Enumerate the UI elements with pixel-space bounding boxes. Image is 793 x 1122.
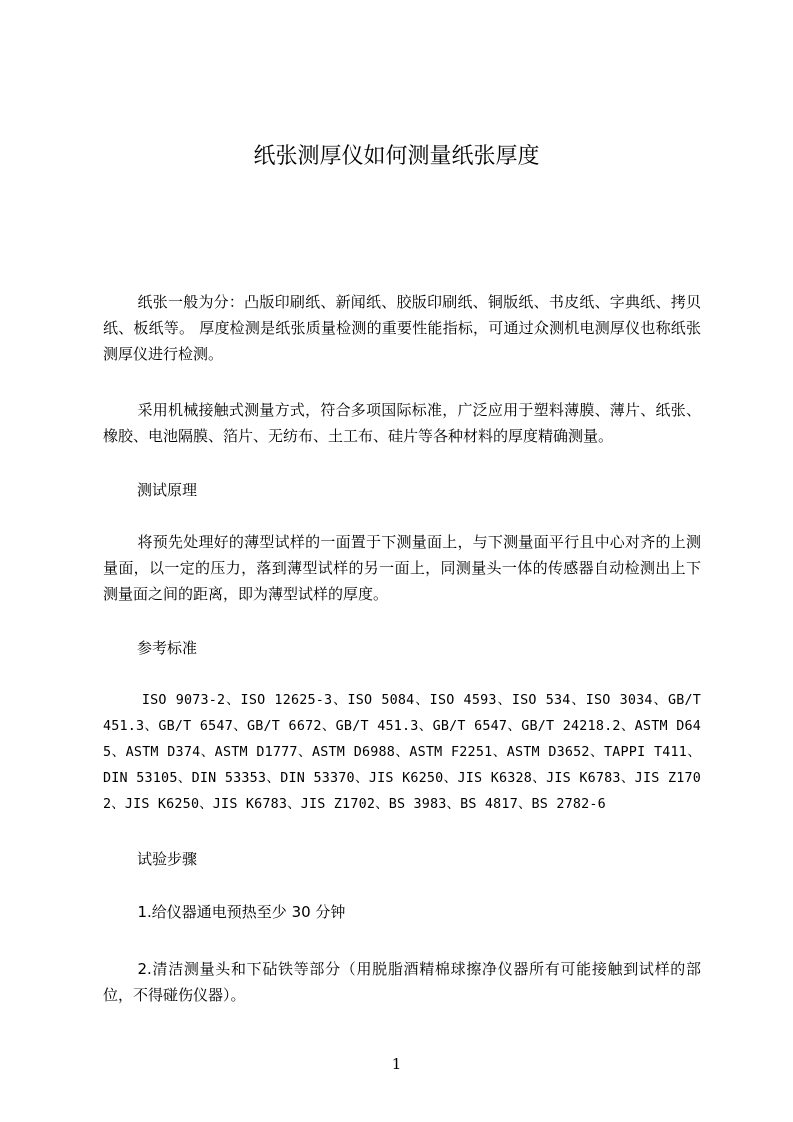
- document-title: 纸张测厚仪如何测量纸张厚度: [253, 144, 540, 169]
- standards-heading: 参考标准: [137, 639, 198, 657]
- method-paragraph: 采用机械接触式测量方式，符合多项国际标准，广泛应用于塑料薄膜、薄片、纸张、橡胶、电池隔膜、箔片、无纺布、土工布、硅片等各种材料的厚度精确测量。: [103, 401, 701, 445]
- page-number: 1: [391, 1055, 402, 1073]
- principle-heading: 测试原理: [137, 481, 198, 499]
- step-2: 2.清洁测量头和下砧铁等部分（用脱脂酒精棉球擦净仪器所有可能接触到试样的部位，不得碰伤仪器）。: [103, 960, 701, 1004]
- steps-heading: 试验步骤: [137, 850, 198, 868]
- step-1: 1.给仪器通电预热至少 30 分钟: [137, 903, 346, 921]
- intro-paragraph: 纸张一般为分：凸版印刷纸、新闻纸、胶版印刷纸、铜版纸、书皮纸、字典纸、拷贝纸、板纸等。 厚度检测是纸张质量检测的重要性能指标，可通过众测机电测厚仪也称纸张测厚仪进行检测。: [103, 293, 701, 363]
- standards-list: ISO 9073-2、ISO 12625-3、ISO 5084、ISO 4593、ISO 534、ISO 3034、GB/T 451.3、GB/T 6547、GB/T 6672、GB/T 451.3、GB/T 6547、GB/T 24218.2、ASTM D645、ASTM D374、ASTM D1777、ASTM D6988、ASTM F2251、ASTM D3652、TAPPI T411、DIN 53105、DIN 53353、DIN 53370、JIS K6250、JIS K6328、JIS K6783、JIS Z1702、JIS K6250、JIS K6783、JIS Z1702、BS 3983、BS 4817、BS 2782-6: [103, 693, 701, 812]
- principle-paragraph: 将预先处理好的薄型试样的一面置于下测量面上，与下测量面平行且中心对齐的上测量面，以一定的压力，落到薄型试样的另一面上，同测量头一体的传感器自动检测出上下测量面之间的距离，即为薄型试样的厚度。: [103, 533, 701, 603]
